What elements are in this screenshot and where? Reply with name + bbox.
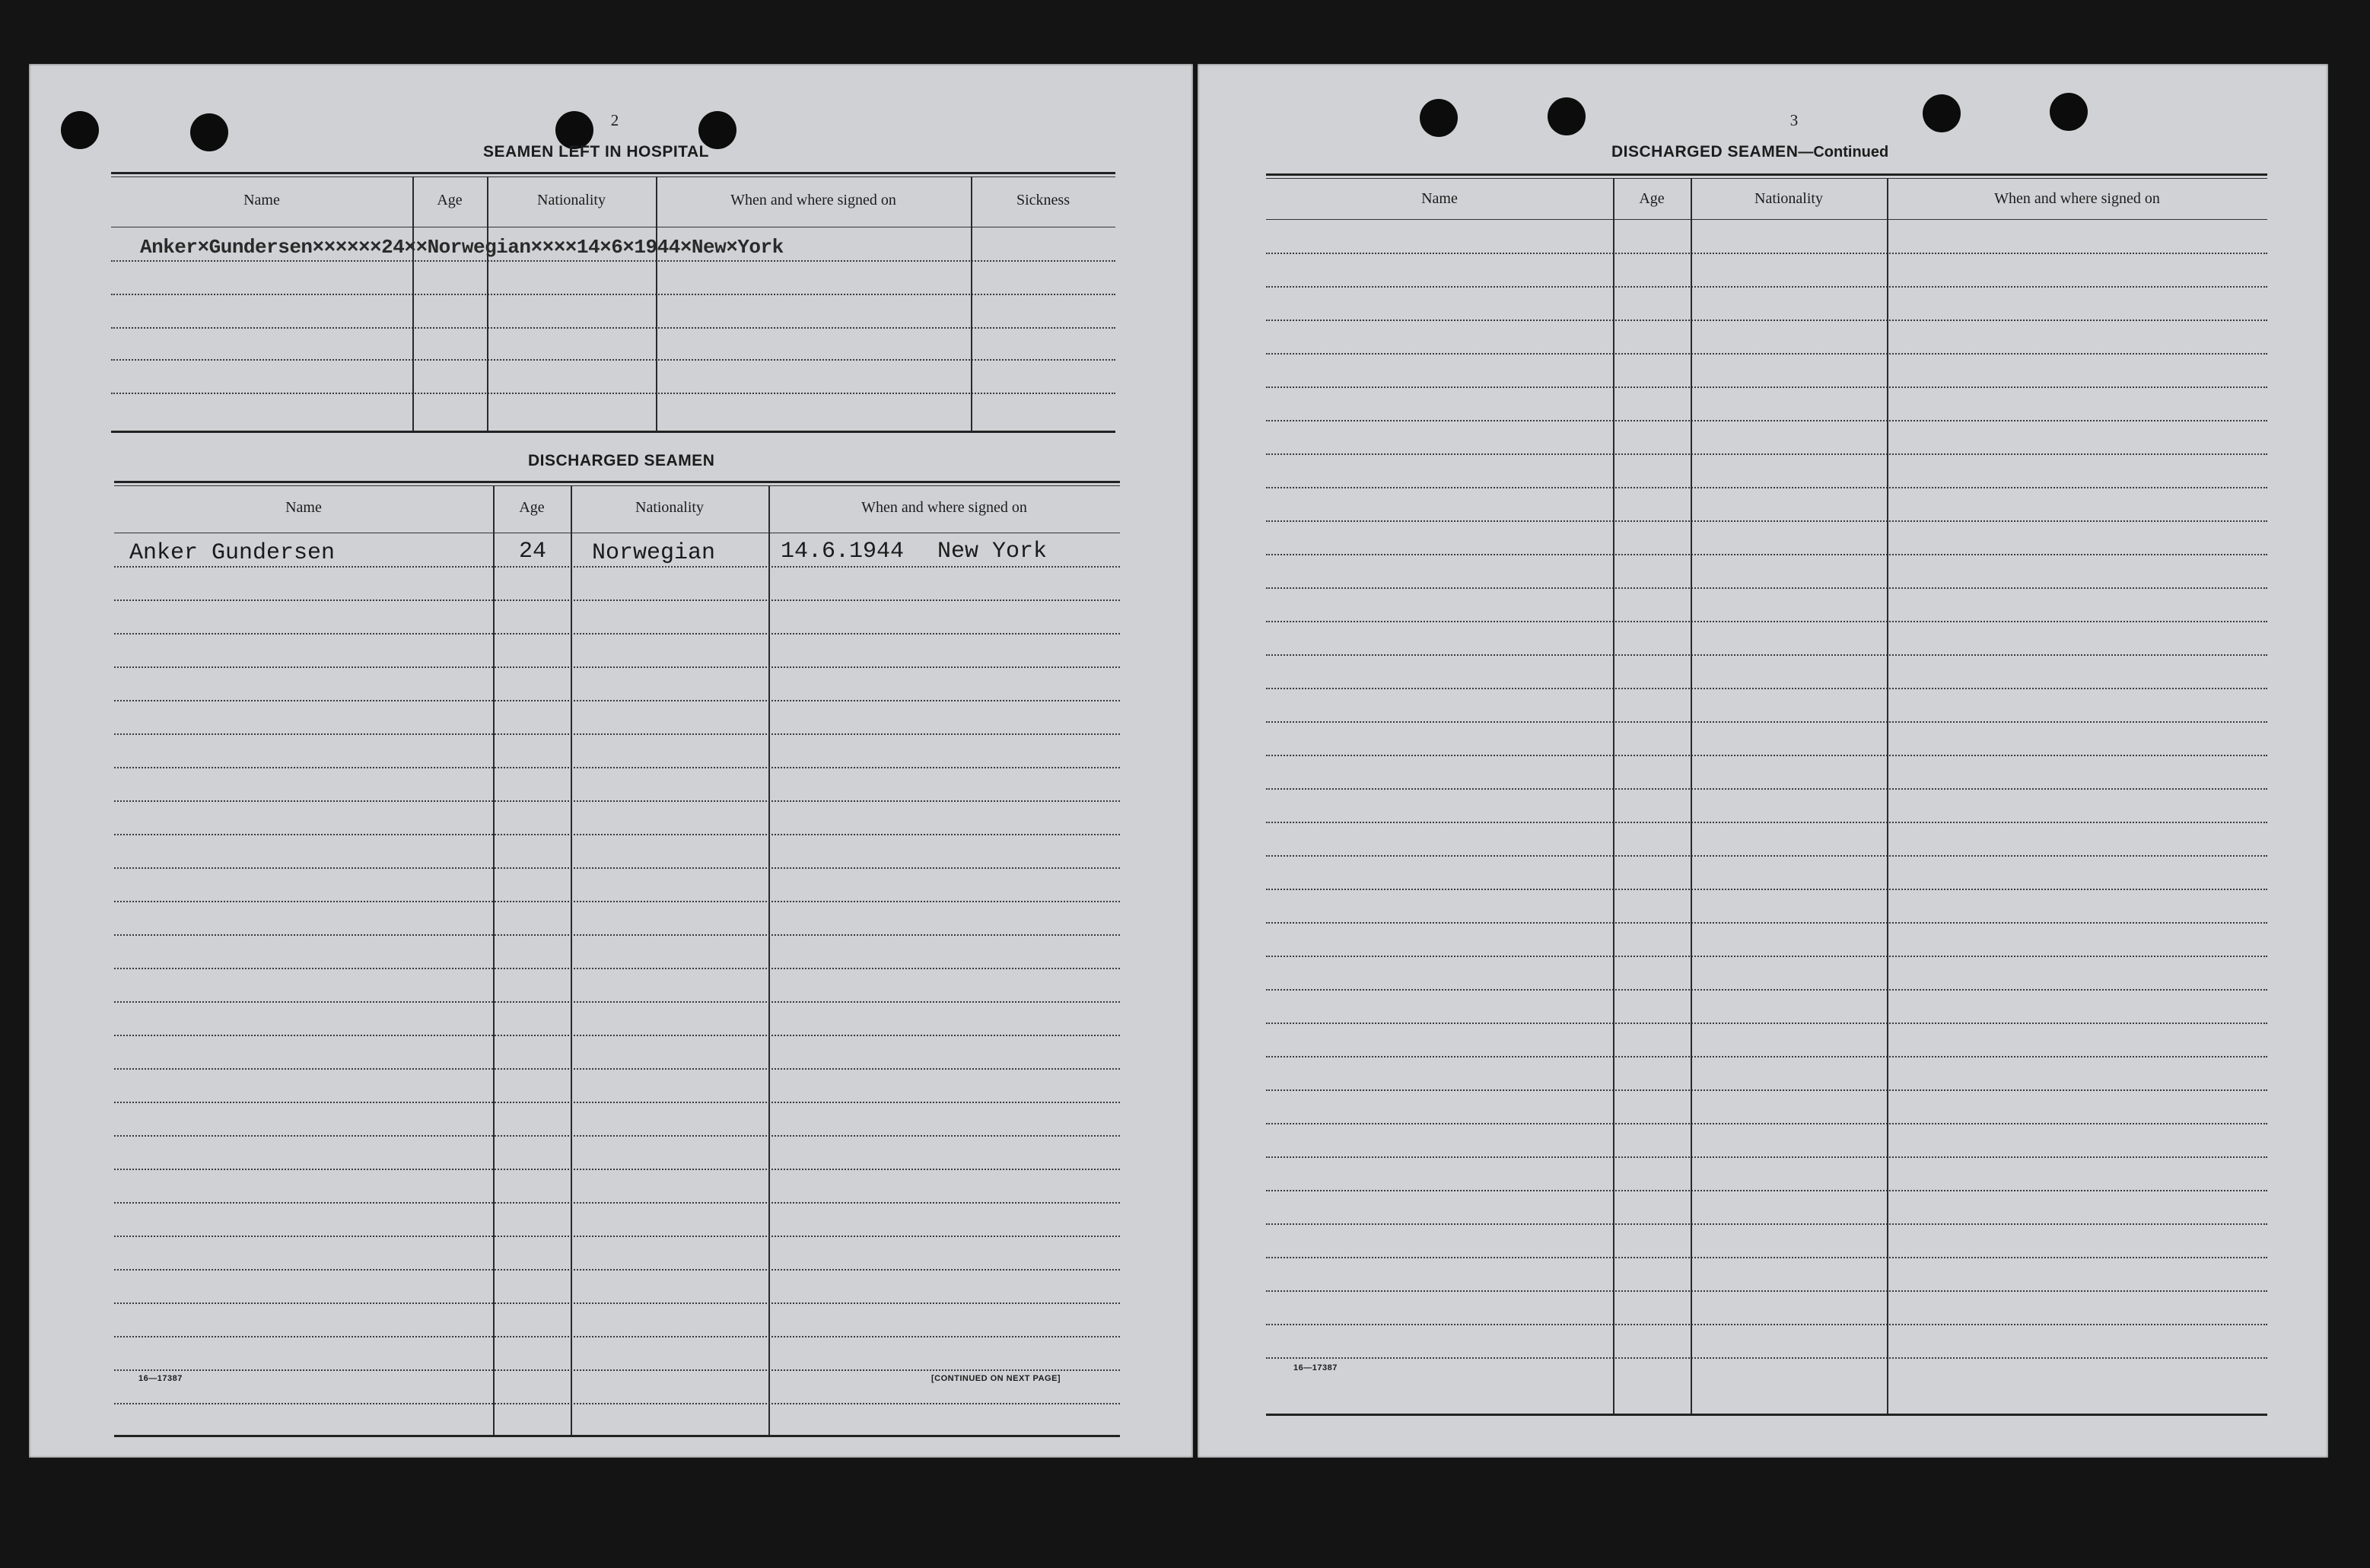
column-header: Age (437, 192, 463, 208)
column-header: Sickness (1016, 192, 1070, 208)
discharged-continued-title (1611, 143, 1888, 161)
punch-hole (61, 111, 99, 149)
seaman-signed-date: 14.6.1944 (781, 539, 905, 565)
seaman-nationality: Norwegian (592, 540, 716, 566)
left-page (29, 64, 1193, 1458)
hospital-table (111, 172, 1115, 499)
right-page (1198, 64, 2328, 1458)
struck-out-entry: Anker×Gundersen××××××24××Norwegian××××14×6×1944×New×York (140, 236, 784, 259)
form-number: 16—17387 (138, 1374, 183, 1383)
form-number: 16—17387 (1293, 1363, 1338, 1372)
seaman-name: Anker Gundersen (129, 540, 336, 566)
discharged-section-title: DISCHARGED SEAMEN (528, 452, 715, 469)
continued-note: [CONTINUED ON NEXT PAGE] (931, 1374, 1061, 1383)
column-header: Nationality (537, 192, 606, 208)
column-header: Nationality (1754, 190, 1823, 207)
column-header: When and where signed on (730, 192, 896, 208)
seaman-signed-place: New York (937, 539, 1048, 565)
title-main: DISCHARGED SEAMEN (1611, 143, 1799, 161)
punch-hole (190, 113, 228, 151)
column-header: Name (243, 192, 280, 208)
page-number: 3 (1789, 111, 1799, 129)
title-continued: —Continued (1798, 144, 1889, 161)
column-header: Age (1639, 190, 1665, 207)
punch-hole (2050, 93, 2088, 131)
discharged-table (114, 481, 1120, 1439)
punch-hole (1548, 97, 1586, 135)
column-header: Name (285, 499, 322, 516)
punch-hole (1923, 94, 1961, 132)
hospital-section-title: SEAMEN LEFT IN HOSPITAL (483, 143, 709, 161)
column-header: Nationality (635, 499, 704, 516)
column-header: Age (519, 499, 545, 516)
seaman-age: 24 (519, 539, 547, 565)
punch-hole (1420, 99, 1458, 137)
column-header: Name (1421, 190, 1458, 207)
column-header: When and where signed on (861, 499, 1027, 516)
discharged-continued-table (1266, 173, 2267, 1421)
page-number: 2 (610, 111, 619, 129)
column-header: When and where signed on (1994, 190, 2160, 207)
